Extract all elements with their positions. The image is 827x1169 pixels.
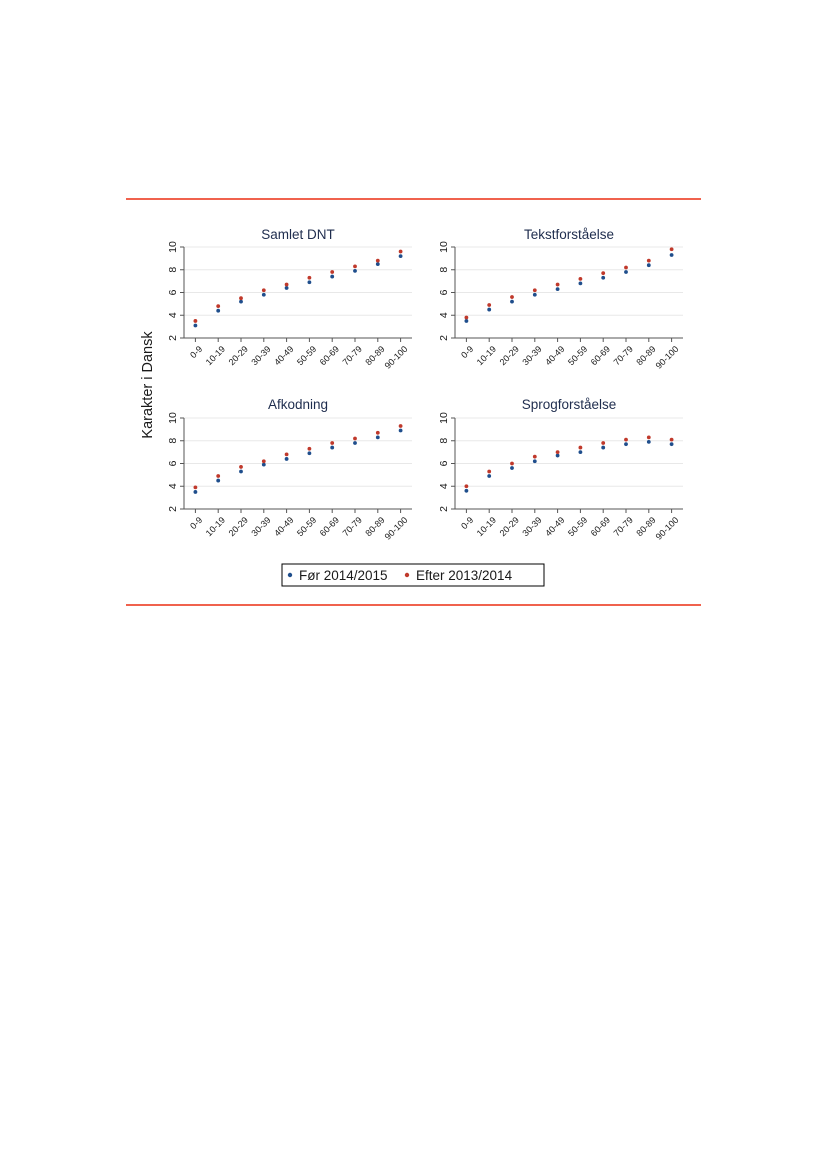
x-tick-label: 80-89 <box>363 343 387 368</box>
data-point-before <box>647 263 651 267</box>
legend-marker-before <box>288 573 292 577</box>
x-tick-label: 90-100 <box>382 514 410 542</box>
data-point-after <box>308 447 312 451</box>
y-tick-label: 10 <box>167 412 179 424</box>
y-tick-label: 2 <box>167 506 179 512</box>
x-tick-label: 70-79 <box>611 343 635 368</box>
data-point-after <box>579 446 583 450</box>
x-tick-label: 80-89 <box>634 343 658 368</box>
x-tick-label: 90-100 <box>653 343 681 371</box>
data-point-after <box>647 259 651 263</box>
data-point-before <box>670 253 674 257</box>
data-point-before <box>216 309 220 313</box>
data-point-after <box>647 435 651 439</box>
x-tick-label: 60-69 <box>588 343 613 368</box>
data-point-after <box>353 264 357 268</box>
y-tick-label: 10 <box>438 241 450 253</box>
data-point-before <box>194 324 198 328</box>
data-point-before <box>285 457 289 461</box>
x-tick-label: 20-29 <box>226 514 250 539</box>
y-tick-label: 8 <box>438 266 450 273</box>
data-point-after <box>670 247 674 251</box>
data-point-after <box>353 437 357 441</box>
data-point-after <box>330 270 334 274</box>
data-point-after <box>601 441 605 445</box>
data-point-after <box>216 474 220 478</box>
x-tick-label: 30-39 <box>520 514 544 539</box>
y-axis-label: Karakter i Dansk <box>140 331 156 439</box>
x-tick-label: 60-69 <box>588 514 613 539</box>
data-point-after <box>216 304 220 308</box>
data-point-before <box>399 254 403 258</box>
data-point-before <box>465 489 469 493</box>
data-point-after <box>510 462 514 466</box>
data-point-after <box>262 288 266 292</box>
data-point-before <box>533 459 537 463</box>
x-tick-label: 70-79 <box>611 514 635 539</box>
y-tick-label: 6 <box>167 460 179 467</box>
x-tick-label: 30-39 <box>249 343 273 368</box>
data-point-after <box>194 319 198 323</box>
x-tick-label: 70-79 <box>340 343 364 368</box>
data-point-before <box>647 440 651 444</box>
x-tick-label: 60-69 <box>317 343 342 368</box>
x-tick-label: 0-9 <box>188 343 205 361</box>
data-point-after <box>624 438 628 442</box>
legend <box>282 564 544 586</box>
data-point-before <box>194 490 198 494</box>
x-tick-label: 50-59 <box>565 343 590 368</box>
panel-title: Afkodning <box>267 397 329 412</box>
data-point-after <box>330 441 334 445</box>
x-tick-label: 60-69 <box>317 514 342 539</box>
y-tick-label: 2 <box>438 335 450 341</box>
panel-title: Samlet DNT <box>261 227 335 242</box>
data-point-before <box>465 319 469 323</box>
x-tick-label: 50-59 <box>294 343 319 368</box>
data-point-before <box>330 446 334 450</box>
y-tick-label: 6 <box>167 289 179 296</box>
panel-title: Sprogforståelse <box>521 397 617 412</box>
data-point-after <box>556 450 560 454</box>
chart-panel <box>438 227 683 371</box>
x-tick-label: 50-59 <box>294 514 319 539</box>
data-point-before <box>262 293 266 297</box>
data-point-after <box>670 438 674 442</box>
data-point-before <box>510 466 514 470</box>
data-point-before <box>487 308 491 312</box>
x-tick-label: 30-39 <box>520 343 544 368</box>
x-tick-label: 30-39 <box>249 514 273 539</box>
x-tick-label: 10-19 <box>474 514 499 539</box>
data-point-after <box>465 316 469 320</box>
y-tick-label: 10 <box>167 241 179 253</box>
x-tick-label: 20-29 <box>226 343 250 368</box>
data-point-after <box>533 288 537 292</box>
data-point-before <box>262 463 266 467</box>
data-point-before <box>308 280 312 284</box>
legend-label-before: Før 2014/2015 <box>299 568 388 583</box>
data-point-before <box>308 451 312 455</box>
x-tick-label: 0-9 <box>459 514 476 532</box>
data-point-before <box>579 282 583 286</box>
data-point-before <box>216 479 220 483</box>
y-tick-label: 8 <box>167 437 179 444</box>
data-point-before <box>556 287 560 291</box>
panel-title: Tekstforståelse <box>523 227 615 242</box>
data-point-after <box>510 295 514 299</box>
x-tick-label: 80-89 <box>363 514 387 539</box>
data-point-after <box>285 453 289 457</box>
data-point-after <box>601 271 605 275</box>
data-point-before <box>670 442 674 446</box>
legend-marker-after <box>405 573 409 577</box>
y-tick-label: 4 <box>438 312 450 319</box>
x-tick-label: 90-100 <box>653 514 681 542</box>
x-tick-label: 50-59 <box>565 514 590 539</box>
x-tick-label: 0-9 <box>459 343 476 361</box>
data-point-before <box>239 470 243 474</box>
data-point-before <box>510 300 514 304</box>
legend-label-after: Efter 2013/2014 <box>416 568 513 583</box>
data-point-after <box>194 485 198 489</box>
y-tick-label: 10 <box>438 412 450 424</box>
data-point-before <box>376 435 380 439</box>
x-tick-label: 20-29 <box>497 343 521 368</box>
data-point-before <box>399 429 403 433</box>
x-tick-label: 0-9 <box>188 514 205 532</box>
data-point-before <box>353 269 357 273</box>
data-point-after <box>399 424 403 428</box>
data-point-before <box>533 293 537 297</box>
data-point-before <box>487 474 491 478</box>
data-point-before <box>601 446 605 450</box>
x-tick-label: 90-100 <box>382 343 410 371</box>
data-point-after <box>579 277 583 281</box>
data-point-after <box>533 455 537 459</box>
data-point-after <box>308 276 312 280</box>
data-point-before <box>376 262 380 266</box>
x-tick-label: 40-49 <box>272 343 296 368</box>
chart-panel <box>167 397 412 542</box>
chart-panel <box>167 227 412 371</box>
x-tick-label: 40-49 <box>272 514 296 539</box>
chart-panel <box>438 397 683 542</box>
x-tick-label: 10-19 <box>203 514 228 539</box>
x-tick-label: 10-19 <box>474 343 499 368</box>
x-tick-label: 40-49 <box>543 514 567 539</box>
y-tick-label: 2 <box>167 335 179 341</box>
data-point-before <box>285 286 289 290</box>
y-tick-label: 8 <box>167 266 179 273</box>
data-point-before <box>239 300 243 304</box>
data-point-before <box>601 276 605 280</box>
y-tick-label: 2 <box>438 506 450 512</box>
x-tick-label: 80-89 <box>634 514 658 539</box>
data-point-after <box>239 465 243 469</box>
x-tick-label: 20-29 <box>497 514 521 539</box>
y-tick-label: 4 <box>167 312 179 319</box>
chart-panels <box>167 227 683 542</box>
data-point-after <box>376 431 380 435</box>
y-tick-label: 4 <box>438 483 450 490</box>
y-tick-label: 6 <box>438 289 450 296</box>
data-point-after <box>624 266 628 270</box>
data-point-after <box>376 259 380 263</box>
data-point-before <box>579 450 583 454</box>
data-point-after <box>487 303 491 307</box>
x-tick-label: 40-49 <box>543 343 567 368</box>
y-tick-label: 6 <box>438 460 450 467</box>
data-point-after <box>239 296 243 300</box>
data-point-after <box>262 459 266 463</box>
data-point-after <box>399 250 403 254</box>
data-point-after <box>556 283 560 287</box>
data-point-before <box>624 442 628 446</box>
y-tick-label: 4 <box>167 483 179 490</box>
y-tick-label: 8 <box>438 437 450 444</box>
x-tick-label: 70-79 <box>340 514 364 539</box>
data-point-after <box>465 484 469 488</box>
data-point-after <box>487 470 491 474</box>
data-point-before <box>624 270 628 274</box>
data-point-before <box>556 454 560 458</box>
data-point-after <box>285 283 289 287</box>
data-point-before <box>353 441 357 445</box>
x-tick-label: 10-19 <box>203 343 228 368</box>
data-point-before <box>330 275 334 279</box>
